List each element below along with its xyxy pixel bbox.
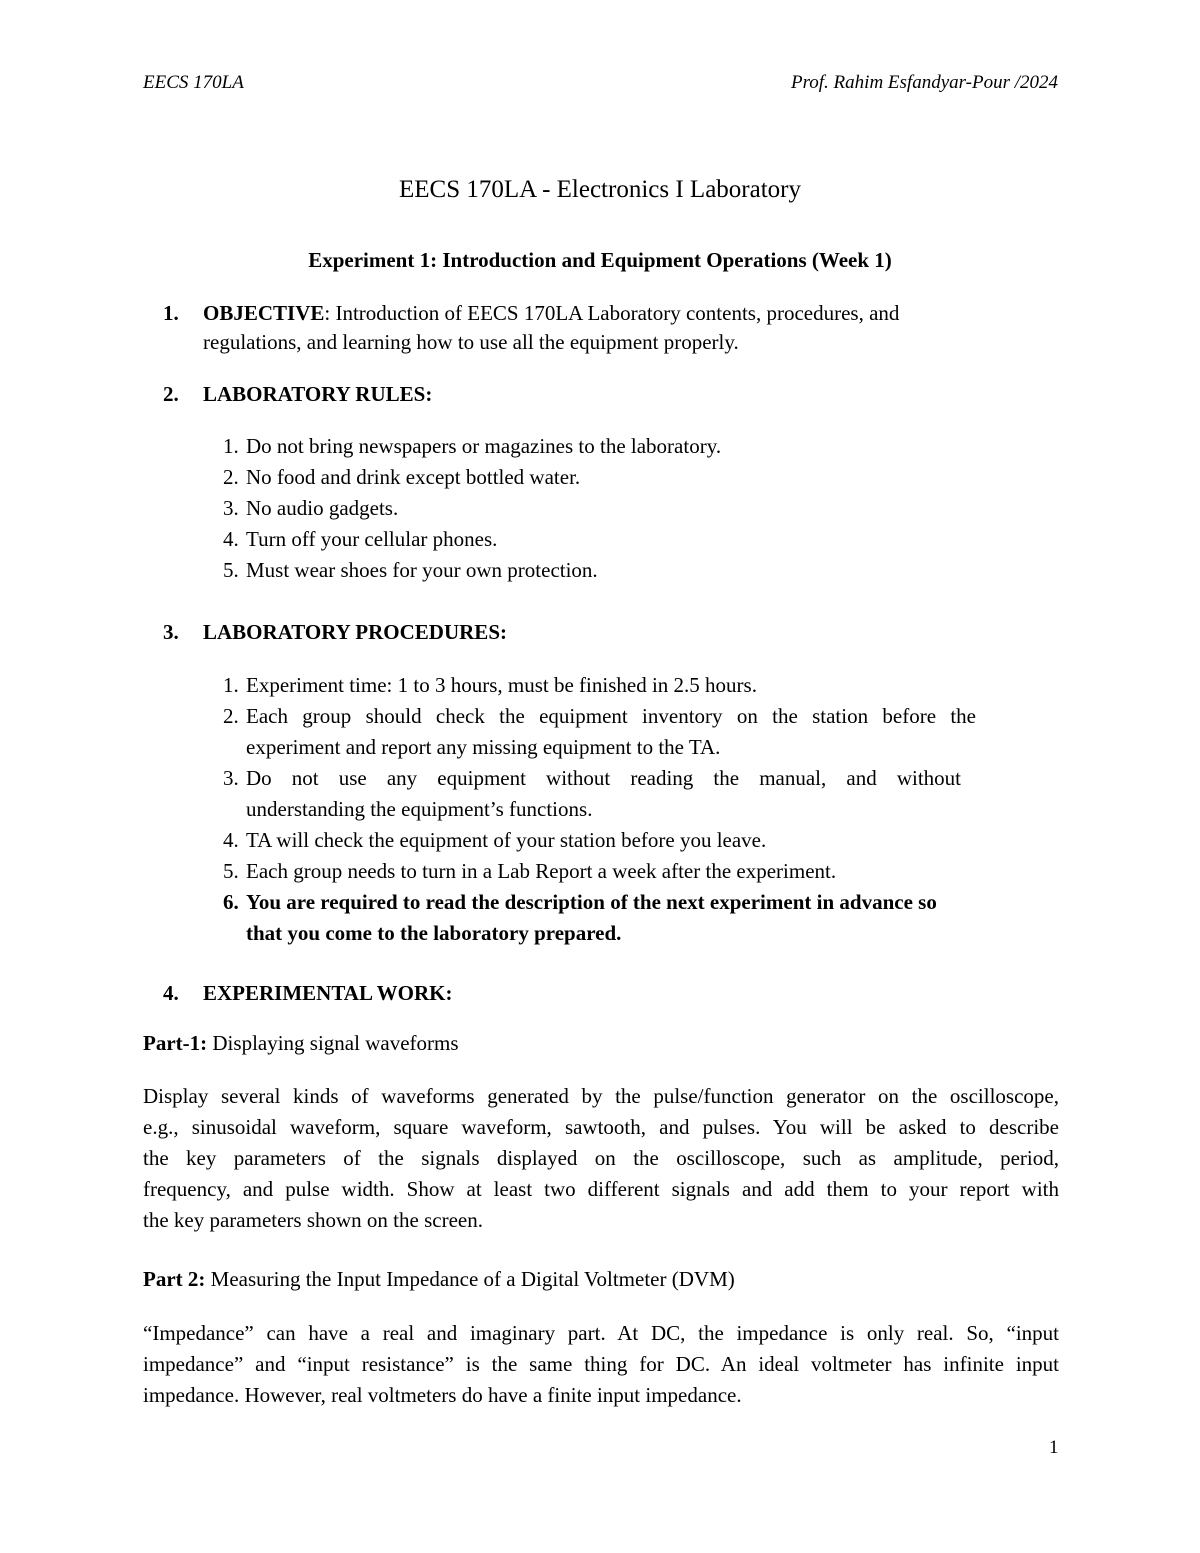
paragraph-line: frequency, and pulse width. Show at least two different signals and add them to your report with	[143, 1177, 1059, 1201]
rules-heading: LABORATORY RULES:	[203, 382, 433, 406]
list-item-text: Do not bring newspapers or magazines to the laboratory.	[246, 434, 722, 458]
list-item-number: 3.	[223, 496, 239, 520]
part2-heading	[143, 1264, 1059, 1295]
header-author: Prof. Rahim Esfandyar-Pour /2024	[790, 72, 1058, 93]
list-item-number: 6.	[223, 890, 239, 914]
part1-label: Part-1:	[143, 1031, 208, 1055]
paragraph-line: the key parameters shown on the screen.	[143, 1208, 483, 1232]
objective-text-line2: regulations, and learning how to use all the equipment properly.	[203, 330, 739, 354]
list-item-number: 4.	[223, 527, 239, 551]
part1-heading	[143, 1028, 1059, 1059]
list-item-line: Each group should check the equipment inventory on the station before the	[246, 704, 976, 728]
paragraph-line: Display several kinds of waveforms generated by the pulse/function generator on the oscilloscope,	[143, 1084, 1059, 1108]
procedures-heading: LABORATORY PROCEDURES:	[203, 620, 507, 644]
list-item-number: 2.	[223, 465, 239, 489]
list-item-text	[246, 763, 961, 794]
paragraph-line: impedance” and “input resistance” is the same thing for DC. An ideal voltmeter has infinite input	[143, 1352, 1059, 1376]
rules-section-heading	[163, 380, 1053, 409]
objective-number: 1.	[163, 301, 179, 325]
experimental-section-heading	[163, 979, 1053, 1008]
list-item-line: Do not use any equipment without reading the manual, and without	[246, 766, 961, 790]
objective-text-line1: : Introduction of EECS 170LA Laboratory contents, procedures, and	[324, 301, 900, 325]
list-item-number: 2.	[223, 704, 239, 728]
list-item-text: No food and drink except bottled water.	[246, 465, 581, 489]
paragraph-line: the key parameters of the signals displayed on the oscilloscope, such as amplitude, period,	[143, 1146, 1059, 1170]
list-item-text-continued: experiment and report any missing equipment to the TA.	[246, 735, 721, 759]
document-title: EECS 170LA - Electronics I Laboratory	[399, 176, 801, 203]
part2-paragraph	[143, 1318, 1059, 1411]
part2-label: Part 2:	[143, 1267, 206, 1291]
list-item-text: You are required to read the description of the next experiment in advance so	[246, 890, 937, 914]
procedures-number: 3.	[163, 620, 179, 644]
experimental-number: 4.	[163, 981, 179, 1005]
part1-title: Displaying signal waveforms	[207, 1031, 459, 1055]
list-item-text-continued: that you come to the laboratory prepared.	[246, 921, 622, 945]
objective-heading: OBJECTIVE	[203, 301, 325, 325]
rules-number: 2.	[163, 382, 179, 406]
list-item-text: TA will check the equipment of your station before you leave.	[246, 828, 767, 852]
list-item-number: 1.	[223, 434, 239, 458]
list-item-text	[246, 701, 976, 732]
paragraph-line: “Impedance” can have a real and imaginary part. At DC, the impedance is only real. So, “input	[143, 1321, 1059, 1345]
list-item-number: 3.	[223, 766, 239, 790]
list-item-text: Each group needs to turn in a Lab Report a week after the experiment.	[246, 859, 837, 883]
page-number: 1	[1049, 1437, 1059, 1458]
procedures-section-heading	[163, 618, 1053, 647]
list-item-text: Turn off your cellular phones.	[246, 527, 498, 551]
list-item-text: Must wear shoes for your own protection.	[246, 558, 598, 582]
list-item-text: Experiment time: 1 to 3 hours, must be finished in 2.5 hours.	[246, 673, 757, 697]
list-item-text-continued: understanding the equipment’s functions.	[246, 797, 593, 821]
experiment-subtitle: Experiment 1: Introduction and Equipment Operations (Week 1)	[308, 248, 892, 272]
list-item-text: No audio gadgets.	[246, 496, 399, 520]
experimental-heading: EXPERIMENTAL WORK:	[203, 981, 453, 1005]
paragraph-line: impedance. However, real voltmeters do have a finite input impedance.	[143, 1383, 742, 1407]
part2-title: Measuring the Input Impedance of a Digital Voltmeter (DVM)	[205, 1267, 735, 1291]
list-item-number: 5.	[223, 558, 239, 582]
list-item-number: 4.	[223, 828, 239, 852]
part1-paragraph	[143, 1081, 1059, 1236]
list-item-number: 5.	[223, 859, 239, 883]
header-course: EECS 170LA	[143, 72, 244, 93]
objective-section	[163, 299, 1053, 357]
list-item-number: 1.	[223, 673, 239, 697]
paragraph-line: e.g., sinusoidal waveform, square waveform, sawtooth, and pulses. You will be asked to describe	[143, 1115, 1059, 1139]
